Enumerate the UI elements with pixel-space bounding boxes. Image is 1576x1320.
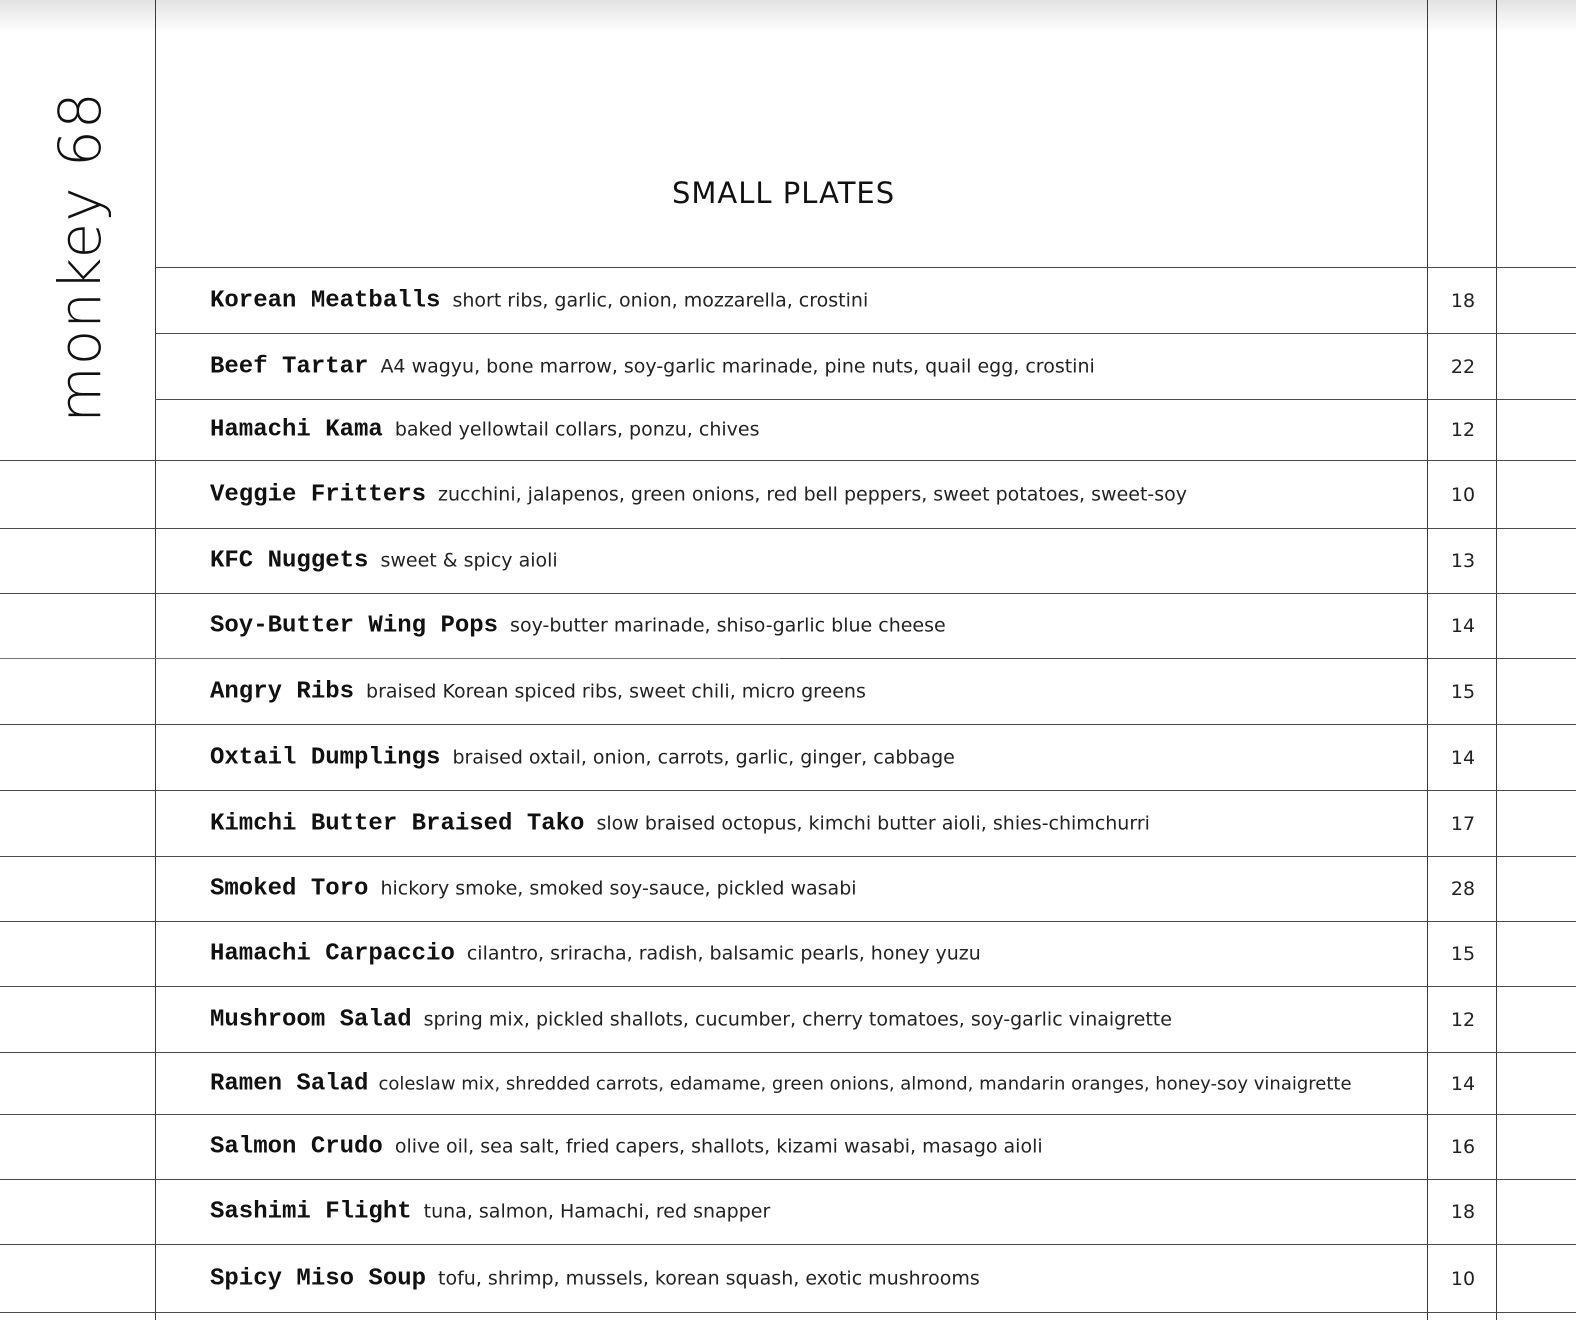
menu-item-row	[156, 1053, 1576, 1114]
menu-item-description: slow braised octopus, kimchi butter aioli, shies-chimchurri	[596, 812, 1150, 834]
menu-item-price: 15	[1450, 680, 1476, 703]
menu-item-row	[156, 922, 1576, 986]
brand-logo-text: monkey 68	[46, 91, 114, 423]
menu-item-name: Kimchi Butter Braised Tako	[210, 810, 585, 837]
menu-item-price: 15	[1450, 943, 1476, 965]
menu-item-description: spring mix, pickled shallots, cucumber, cherry tomatoes, soy-garlic vinaigrette	[423, 1008, 1172, 1030]
top-shadow	[0, 0, 1576, 34]
menu-item-row	[156, 857, 1576, 921]
menu-item-name: Hamachi Carpaccio	[210, 940, 455, 968]
menu-item-row	[156, 659, 1576, 724]
menu-item-price: 12	[1450, 419, 1476, 441]
menu-item-name: Korean Meatballs	[210, 287, 441, 314]
menu-item-row	[156, 400, 1576, 460]
menu-item-description: soy-butter marinade, shiso-garlic blue cheese	[510, 614, 946, 637]
menu-item-price: 12	[1450, 1008, 1476, 1031]
menu-item-description: coleslaw mix, shredded carrots, edamame, green onions, almond, mandarin oranges, honey-soy vinaigrette	[378, 1073, 1352, 1094]
menu-item-description: sweet & spicy aioli	[380, 549, 558, 572]
menu-item-row	[156, 987, 1576, 1052]
menu-item-row	[156, 725, 1576, 790]
menu-item-row	[156, 1245, 1576, 1312]
menu-item-name: Soy-Butter Wing Pops	[210, 612, 499, 640]
menu-item-description: baked yellowtail collars, ponzu, chives	[394, 418, 760, 441]
menu-item-price: 16	[1450, 1136, 1476, 1158]
menu-item-name: Salmon Crudo	[210, 1133, 383, 1161]
menu-item-price: 10	[1450, 483, 1476, 506]
menu-item-price: 22	[1450, 355, 1476, 378]
section-title: SMALL PLATES	[672, 176, 896, 210]
menu-item-price: 14	[1450, 746, 1476, 769]
menu-item-description: short ribs, garlic, onion, mozzarella, crostini	[452, 289, 869, 311]
menu-item-name: Sashimi Flight	[210, 1198, 412, 1226]
menu-item-price: 17	[1450, 812, 1476, 835]
menu-item-name: Ramen Salad	[210, 1070, 369, 1097]
menu-item-description: braised oxtail, onion, carrots, garlic, ginger, cabbage	[452, 746, 955, 768]
menu-item-description: A4 wagyu, bone marrow, soy-garlic marinade, pine nuts, quail egg, crostini	[380, 355, 1095, 377]
menu-item-name: Veggie Fritters	[210, 481, 427, 508]
menu-item-price: 13	[1450, 550, 1476, 572]
menu-item-name: Oxtail Dumplings	[210, 744, 441, 771]
menu-item-description: cilantro, sriracha, radish, balsamic pearls, honey yuzu	[466, 942, 981, 965]
menu-item-name: Smoked Toro	[210, 875, 369, 903]
menu-item-name: Angry Ribs	[210, 678, 355, 705]
menu-item-price: 14	[1450, 1072, 1476, 1095]
menu-item-name: Spicy Miso Soup	[210, 1265, 427, 1292]
menu-item-name: Hamachi Kama	[210, 416, 383, 444]
menu-item-row	[156, 461, 1576, 528]
menu-item-name: KFC Nuggets	[210, 547, 369, 575]
menu-item-price: 18	[1450, 1201, 1476, 1223]
menu-item-description: tofu, shrimp, mussels, korean squash, exotic mushrooms	[438, 1267, 980, 1289]
menu-item-price: 28	[1450, 878, 1476, 900]
menu-item-row	[156, 1115, 1576, 1179]
menu-item-row	[156, 268, 1576, 333]
menu-item-name: Beef Tartar	[210, 353, 369, 380]
menu-item-row	[156, 334, 1576, 399]
menu-item-description: hickory smoke, smoked soy-sauce, pickled wasabi	[380, 877, 857, 900]
menu-item-price: 10	[1450, 1267, 1476, 1290]
menu-item-description: tuna, salmon, Hamachi, red snapper	[423, 1200, 771, 1223]
menu-item-description: olive oil, sea salt, fried capers, shallots, kizami wasabi, masago aioli	[394, 1135, 1043, 1158]
menu-item-description: zucchini, jalapenos, green onions, red bell peppers, sweet potatoes, sweet-soy	[438, 483, 1188, 505]
menu-item-price: 18	[1450, 289, 1476, 312]
menu-item-description: braised Korean spiced ribs, sweet chili, micro greens	[366, 680, 866, 702]
row-divider	[0, 1312, 1576, 1313]
menu-item-price: 14	[1450, 615, 1476, 637]
menu-item-row	[156, 1180, 1576, 1244]
menu-item-name: Mushroom Salad	[210, 1006, 412, 1033]
menu-item-row	[156, 529, 1576, 593]
menu-item-row	[156, 791, 1576, 856]
menu-item-row	[156, 594, 1576, 658]
